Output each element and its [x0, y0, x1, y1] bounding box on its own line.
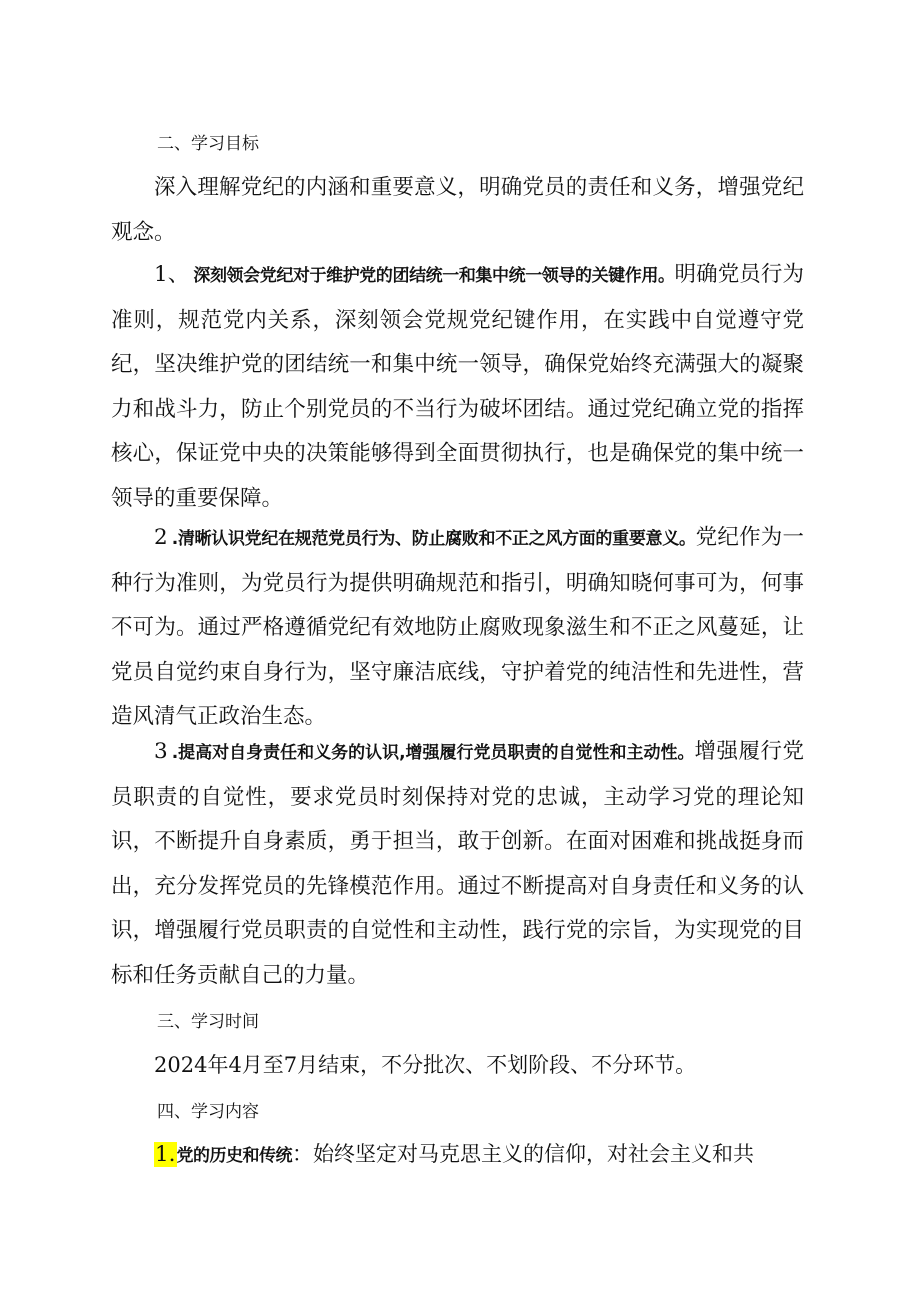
goal-item-2-number: 2	[154, 525, 168, 550]
goal-item-1-number: 1、	[154, 262, 190, 287]
goal-item-2-body: 党纪作为一种行为准则，为党员行为提供明确规范和指引，明确知晓何事可为，何事不可为。通过严格遵循党纪有效地防止腐败现象滋生和不正之风蔓延，让党员自觉约束自身行为，坚守廉洁底线，守护着党的纯洁性和先进性，营造风清气正政治生态。	[111, 525, 804, 729]
study-time-text: 2024年4月至7月结束，不分批次、不划阶段、不分环节。	[154, 1053, 697, 1077]
goal-item-3	[111, 730, 804, 998]
section-heading-content: 四、学习内容	[157, 1102, 259, 1122]
content-item-1-number: 1.	[155, 1142, 176, 1167]
goal-item-2-lead: .清晰认识党纪在规范党员行为、防止腐败和不正之风方面的重要意义。	[171, 529, 696, 549]
goal-item-2	[111, 516, 804, 740]
goals-intro-paragraph: 深入理解党纪的内涵和重要意义，明确党员的责任和义务，增强党纪观念。	[111, 175, 804, 245]
section-heading-time: 三、学习时间	[157, 1012, 259, 1032]
goal-item-3-lead: .提高对自身责任和义务的认识,增强履行党员职责的自觉性和主动性。	[171, 743, 695, 763]
content-item-1	[154, 1139, 804, 1171]
goal-item-1-lead: 深刻领会党纪对于维护党的团结统一和集中统一领导的关键作用。	[193, 266, 675, 286]
goal-item-1	[111, 253, 804, 521]
goal-item-3-body: 增强履行党员职责的自觉性，要求党员时刻保持对党的忠诚，主动学习党的理论知识，不断提升自身素质，勇于担当，敢于创新。在面对困难和挑战挺身而出，充分发挥党员的先锋模范作用。通过不断提高对自身责任和义务的认识，增强履行党员职责的自觉性和主动性，践行党的宗旨，为实现党的目标和任务贡献自己的力量。	[111, 739, 804, 988]
content-item-1-body: ：始终坚定对马克思主义的信仰，对社会主义和共	[292, 1142, 755, 1166]
goal-item-1-body: 明确党员行为准则，规范党内关系，深刻领会党规党纪键作用，在实践中自觉遵守党纪，坚决维护党的团结统一和集中统一领导，确保党始终充满强大的凝聚力和战斗力，防止个别党员的不当行为破坏团结。通过党纪确立党的指挥核心，保证党中央的决策能够得到全面贯彻执行，也是确保党的集中统一领导的重要保障。	[111, 262, 804, 511]
content-item-1-lead: 党的历史和传统	[176, 1146, 293, 1166]
goal-item-3-number: 3	[154, 739, 168, 764]
section-heading-goals: 二、学习目标	[157, 134, 259, 154]
